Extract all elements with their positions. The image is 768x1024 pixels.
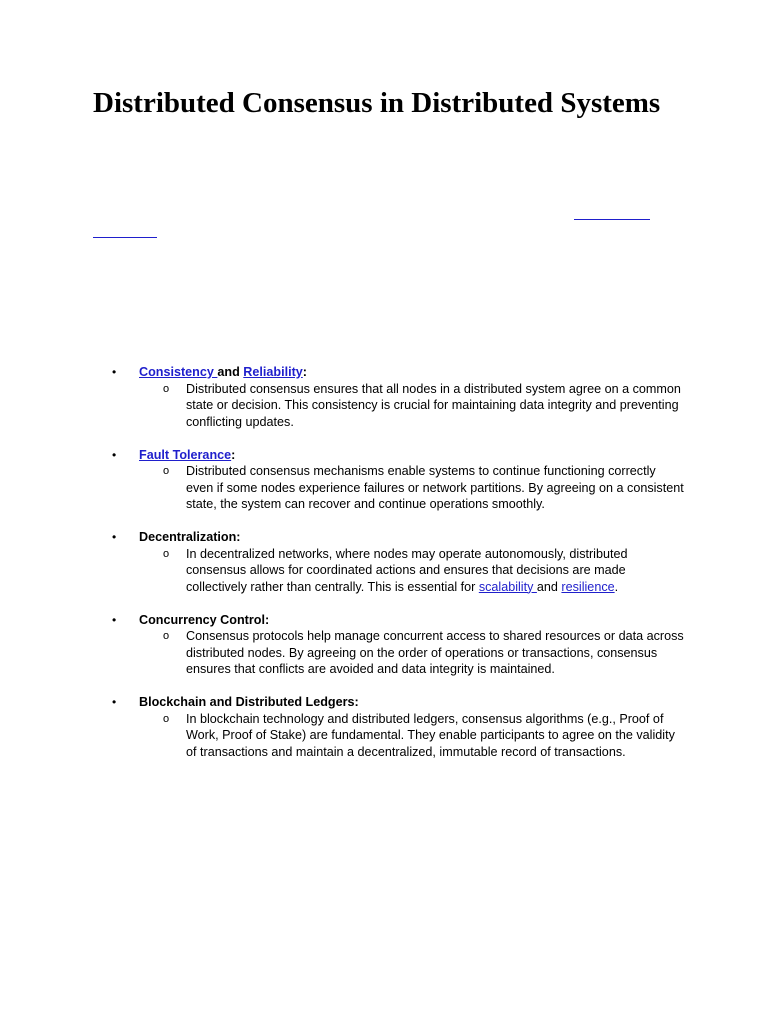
text-fragment: : [231, 447, 236, 462]
page-title: Distributed Consensus in Distributed Systems [93, 87, 661, 119]
hyperlink[interactable]: Fault Tolerance [139, 447, 232, 462]
text-fragment: Decentralization: [139, 530, 241, 544]
sub-bullet-icon: o [163, 382, 170, 395]
sub-bullet-icon: o [163, 712, 170, 725]
sub-list-item [139, 711, 684, 761]
bullet-icon: • [112, 447, 117, 462]
hyperlink[interactable]: resilience [561, 579, 615, 594]
hyperlink[interactable]: scalability [478, 579, 537, 594]
text-fragment: and [217, 365, 244, 379]
list-item [112, 529, 692, 595]
empty-hyperlink-underline-continued[interactable] [93, 237, 157, 238]
bullet-icon: • [112, 530, 117, 544]
bullet-icon: • [112, 695, 117, 709]
sub-item-text: Distributed consensus ensures that all nodes in a distributed system agree on a common state or decision. This consistency is crucial for maintaining data integrity and preventing conflicting updates. [186, 381, 681, 429]
hyperlink[interactable]: Consistency [139, 365, 218, 379]
sub-bullet-icon: o [163, 547, 170, 560]
hyperlink[interactable]: Reliability [243, 365, 303, 379]
list-item-heading [139, 447, 692, 464]
list-item-heading [139, 529, 692, 546]
empty-hyperlink-underline[interactable] [574, 219, 650, 220]
sub-list-item [139, 463, 684, 513]
sub-item-text: Consensus protocols help manage concurrent access to shared resources or data across distributed nodes. By agreeing on the order of operations or transactions, consensus ensures that conflicts are avoided and data integrity is maintained. [186, 629, 684, 676]
list-item-heading [139, 694, 692, 711]
text-fragment: : [302, 365, 307, 379]
bullet-icon: • [112, 612, 117, 627]
text-fragment: Concurrency Control: [139, 612, 270, 627]
list-item-heading [139, 364, 692, 381]
text-fragment: . [614, 579, 619, 594]
sub-bullet-icon: o [163, 465, 170, 477]
sub-item-text: In blockchain technology and distributed ledgers, consensus algorithms (e.g., Proof of Work, Proof of Stake) are fundamental. They enable participants to agree on the validity of transactions and maintain a decentralized, immutable record of transactions. [186, 711, 675, 759]
sub-list-item [139, 628, 684, 678]
list-item [112, 364, 692, 430]
bullet-icon: • [112, 365, 117, 379]
importance-bullet-list [112, 364, 692, 777]
list-item [112, 612, 692, 678]
text-fragment: Blockchain and Distributed Ledgers: [139, 695, 359, 709]
sub-item-text: Distributed consensus mechanisms enable systems to continue functioning correctly even if some nodes experience failures or network partitions. By agreeing on a consistent state, the system can recover and continue operations smoothly. [186, 464, 684, 511]
text-fragment: and [536, 579, 562, 594]
list-item [112, 447, 692, 513]
sub-list-item [139, 546, 684, 596]
list-item [112, 694, 692, 760]
text-fragment: In decentralized networks, where nodes may operate autonomously, distributed consensus allows for coordinated actions and ensures that decisions are made collectively rather than centrally. This is essential for [186, 546, 628, 594]
sub-list-item [139, 381, 684, 431]
sub-bullet-icon: o [163, 630, 170, 642]
list-item-heading [139, 612, 692, 629]
